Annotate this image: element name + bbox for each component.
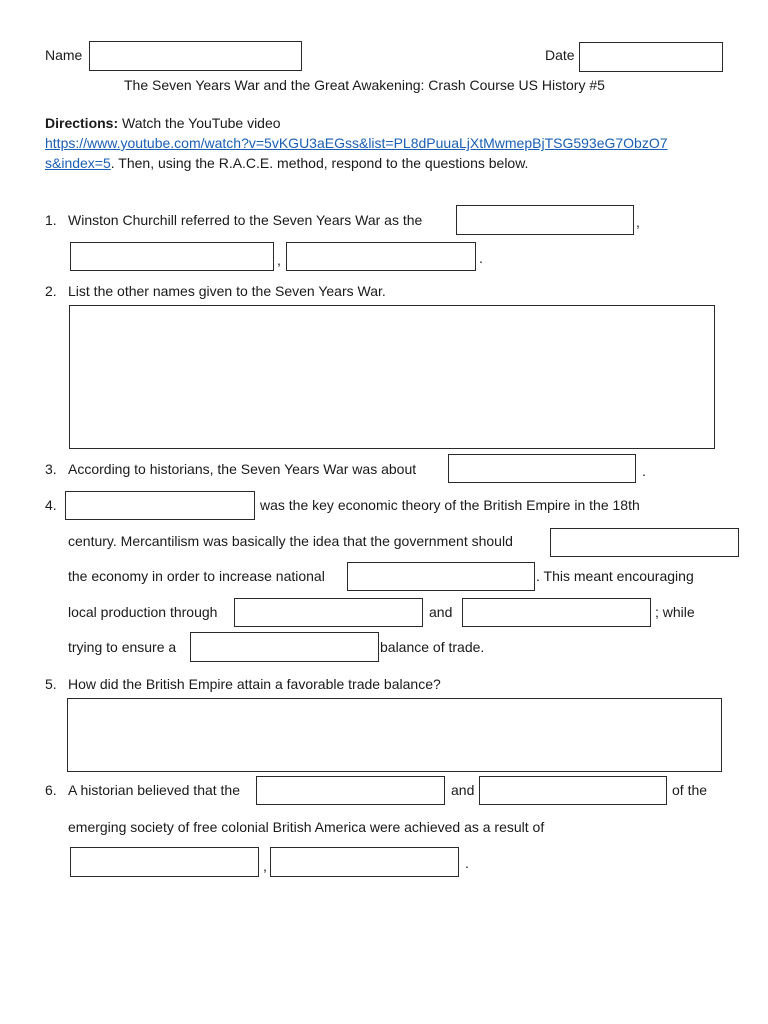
directions-text: Watch the YouTube video <box>122 115 281 131</box>
directions-label: Directions: <box>45 115 119 131</box>
q6-comma: , <box>263 858 267 874</box>
date-field[interactable] <box>579 42 723 72</box>
q3-answer[interactable] <box>448 454 636 483</box>
q6-line1a: A historian believed that the <box>68 782 241 798</box>
q1-answer-1[interactable] <box>456 205 634 235</box>
q4-answer-balance[interactable] <box>190 632 379 662</box>
q5-answer-area[interactable] <box>67 698 722 772</box>
q4-line3b: . This meant encouraging <box>536 568 694 584</box>
date-label: Date <box>545 47 575 63</box>
q1-comma-1: , <box>636 214 640 230</box>
q5-number: 5. <box>45 676 57 692</box>
directions <box>45 115 281 131</box>
q4-line5b: balance of trade. <box>380 639 485 655</box>
q4-number: 4. <box>45 497 57 513</box>
q6-answer-3[interactable] <box>70 847 259 877</box>
video-link[interactable]: https://www.youtube.com/watch?v=5vKGU3aEGss&list=PL8dPuuaLjXtMwmepBjTSG593eG7ObzO7 <box>45 135 668 151</box>
q4-line2: century. Mercantilism was basically the idea that the government should <box>68 533 513 549</box>
q4-answer-theory[interactable] <box>65 491 255 520</box>
q1-number: 1. <box>45 212 57 228</box>
name-field[interactable] <box>89 41 302 71</box>
q4-line1: was the key economic theory of the British Empire in the 18th <box>260 497 640 513</box>
q4-answer-government[interactable] <box>550 528 739 557</box>
q4-answer-production-2[interactable] <box>462 598 651 627</box>
q4-answer-production-1[interactable] <box>234 598 423 627</box>
q4-line4b: and <box>429 604 453 620</box>
q4-line3a: the economy in order to increase national <box>68 568 325 584</box>
page-title: The Seven Years War and the Great Awakening: Crash Course US History #5 <box>124 77 605 93</box>
q2-text: List the other names given to the Seven Years War. <box>68 283 386 299</box>
q6-answer-4[interactable] <box>270 847 459 877</box>
q4-line5a: trying to ensure a <box>68 639 177 655</box>
q1-comma-2: , <box>277 252 281 268</box>
q6-answer-2[interactable] <box>479 776 667 805</box>
q6-line1c: of the <box>672 782 708 798</box>
q2-answer-area[interactable] <box>69 305 715 449</box>
video-link-continued[interactable]: s&index=5 <box>45 155 111 171</box>
q5-text: How did the British Empire attain a favorable trade balance? <box>68 676 441 692</box>
q3-period: . <box>642 463 646 479</box>
q2-number: 2. <box>45 283 57 299</box>
directions-line3 <box>45 155 528 171</box>
q6-line2: emerging society of free colonial British America were achieved as a result of <box>68 819 545 835</box>
q6-line1b: and <box>451 782 475 798</box>
q4-line4a: local production through <box>68 604 218 620</box>
name-label: Name <box>45 47 83 63</box>
q1-text: Winston Churchill referred to the Seven Years War as the <box>68 212 423 228</box>
q4-answer-national[interactable] <box>347 562 535 591</box>
q1-period: . <box>479 250 483 266</box>
q6-answer-1[interactable] <box>256 776 445 805</box>
q1-answer-2[interactable] <box>70 242 274 271</box>
q1-answer-3[interactable] <box>286 242 476 271</box>
directions-instructions: . Then, using the R.A.C.E. method, respond to the questions below. <box>110 155 529 171</box>
q3-number: 3. <box>45 461 57 477</box>
q4-line4c: ; while <box>655 604 695 620</box>
q6-number: 6. <box>45 782 57 798</box>
q6-period: . <box>465 855 469 871</box>
q3-text: According to historians, the Seven Years War was about <box>68 461 417 477</box>
